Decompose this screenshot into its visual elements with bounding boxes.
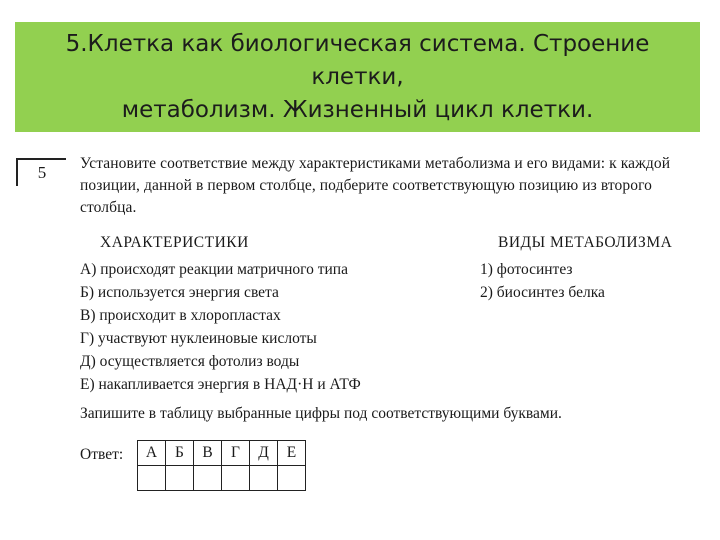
answer-letter-cell: В (194, 441, 222, 466)
answer-input-row (138, 466, 306, 491)
answer-cell[interactable] (250, 466, 278, 491)
characteristic-item: Б) используется энергия света (80, 284, 279, 301)
title-banner (15, 22, 700, 132)
characteristic-item: Г) участвуют нуклеиновые кислоты (80, 330, 317, 347)
characteristic-item: В) происходит в хлоропластах (80, 307, 281, 324)
answer-cell[interactable] (222, 466, 250, 491)
question-number: 5 (16, 158, 66, 186)
question-instruction: Установите соответствие между характеристиками метаболизма и его видами: к каждой позиции, данной в первом столбце, подберите соответствующую позицию из второго столбца. (80, 155, 671, 216)
answer-cell[interactable] (138, 466, 166, 491)
characteristics-list (80, 258, 480, 396)
answer-instruction: Запишите в таблицу выбранные цифры под соответствующими буквами. (80, 405, 562, 422)
characteristic-item: А) происходят реакции матричного типа (80, 261, 348, 278)
answer-cell[interactable] (194, 466, 222, 491)
answer-letters-row (138, 441, 306, 466)
metabolism-type-item: 1) фотосинтез (480, 261, 573, 278)
title-line-2: метаболизм. Жизненный цикл клетки. (121, 96, 594, 123)
answer-letter-cell: Г (222, 441, 250, 466)
slide-title (15, 28, 700, 127)
answer-letter-cell: Д (250, 441, 278, 466)
answer-table (137, 440, 306, 491)
characteristics-header: ХАРАКТЕРИСТИКИ (100, 234, 249, 251)
characteristic-item: Д) осуществляется фотолиз воды (80, 353, 300, 370)
answer-letter-cell: Е (278, 441, 306, 466)
answer-cell[interactable] (166, 466, 194, 491)
answer-letter-cell: А (138, 441, 166, 466)
title-line-1: 5.Клетка как биологическая система. Строение клетки, (65, 30, 650, 90)
characteristic-item: Е) накапливается энергия в НАД·Н и АТФ (80, 376, 361, 393)
metabolism-types-header: ВИДЫ МЕТАБОЛИЗМА (498, 234, 673, 251)
answer-cell[interactable] (278, 466, 306, 491)
answer-label: Ответ: (80, 446, 124, 463)
metabolism-type-item: 2) биосинтез белка (480, 284, 605, 301)
answer-letter-cell: Б (166, 441, 194, 466)
metabolism-types-list (480, 258, 700, 304)
